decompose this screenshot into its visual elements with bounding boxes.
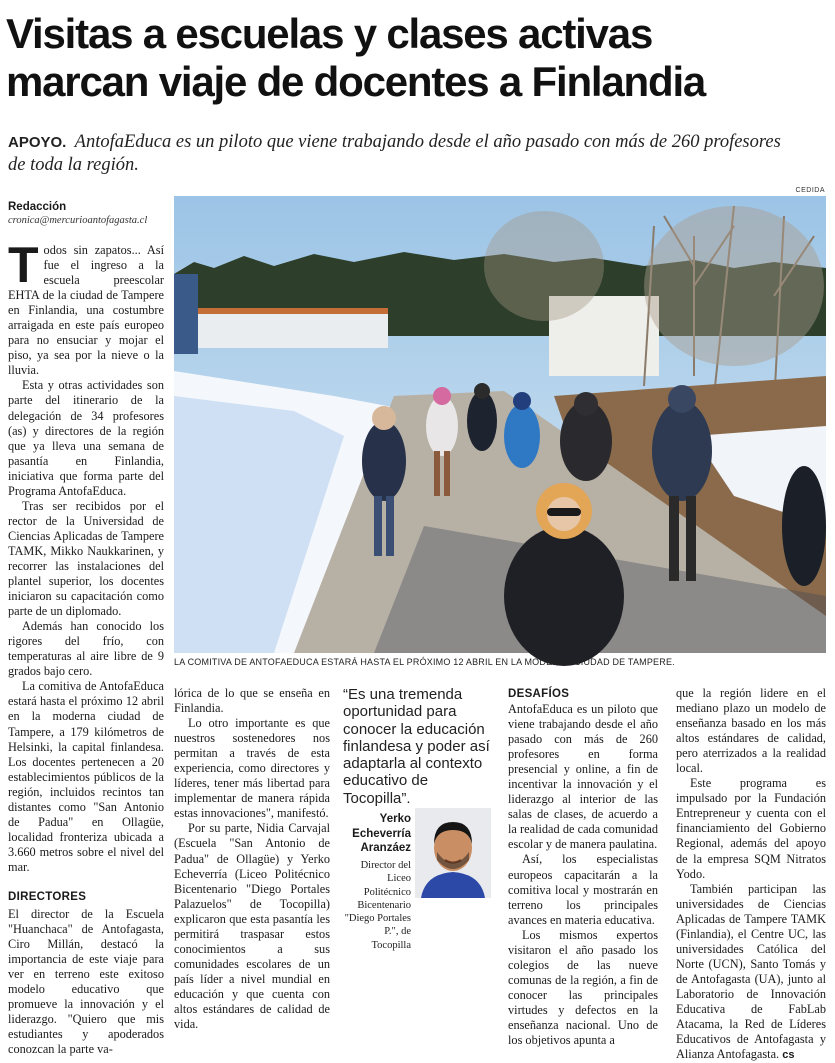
paragraph: Así, los especialistas europeos capacitarán a la comitiva local y mostrarán en terreno los principales avances en materia educativa. [508, 852, 658, 927]
paragraph: Tras ser recibidos por el rector de la Universidad de Ciencias Aplicadas de Tampere TAMK, Mikko Naukkarinen, y recorrer las instalaciones del plantel superior, los docentes iniciaron su capacitación como parte de un diplomado. [8, 498, 164, 619]
section-heading-directores: DIRECTORES [8, 891, 87, 903]
headline-line-2: marcan viaje de docentes a Finlandia [6, 58, 706, 105]
photo-credit: CEDIDA [795, 187, 825, 194]
paragraph: AntofaEduca es un piloto que viene trabajando desde el año pasado con más de 260 profesores en forma presencial y online, a fin de incentivar la innovación y el liderazgo al interior de las salas de clases, de acuerdo a la realidad de cada comunidad escolar y de manera paulatina. [508, 702, 658, 852]
paragraph: Los mismos expertos visitaron el año pasado los colegios de las nueve comunas de la región, a fin de conocer las principales virtudes y defectos en la enseñanza nacional. Uno de los objetivos apunta a [508, 927, 658, 1048]
quote-author-portrait [415, 808, 491, 898]
paragraph [8, 237, 164, 378]
end-mark: cs [782, 1049, 795, 1062]
quote-author-role: Director del Liceo Politécnico Bicentenario "Diego Portales P.", de Tocopilla [344, 860, 411, 951]
byline-author: Redacción [8, 201, 67, 213]
paragraph: Lo otro importante es que nuestros sostenedores nos permitan a través de esta experiencia, como directores y líderes, tener más libertad para implementar de manera rápida estas innovaciones", manifestó. [174, 716, 330, 821]
article-photo [174, 196, 826, 653]
photo-caption: LA COMITIVA DE ANTOFAEDUCA ESTARÁ HASTA EL PRÓXIMO 12 ABRIL EN LA MODERNA CIUDAD DE TAMPERE. [174, 657, 675, 667]
byline-email[interactable]: cronica@mercurioantofagasta.cl [8, 215, 148, 226]
paragraph [676, 882, 826, 1063]
paragraph: La comitiva de AntofaEduca estará hasta el próximo 12 abril en la moderna ciudad de Tampere, a 179 kilómetros de Helsinki, la capital finlandesa. Los docentes pertenecen a 20 establecimientos públicos de la región, incluidos recintos tan distantes como "San Antonio de Padua" en Ollagüe, localidad fronteriza ubicada a 3.660 metros sobre el nivel del mar. [8, 679, 164, 874]
paragraph: Por su parte, Nidia Carvajal (Escuela "San Antonio de Padua" de Ollagüe) y Yerko Echeverría (Liceo Politécnico Bicentenario "Diego Portales Palazuelos" de Tocopilla) explicaron que esta pasantía les permitirá traspasar estos conocimientos a sus comunidades escolares de un país líder a nivel mundial en educación y que cuenta con altos estándares de calidad de vida. [174, 821, 330, 1032]
body-column-2 [174, 686, 330, 1046]
portrait-illustration [415, 808, 491, 898]
headline-line-1: Visitas a escuelas y clases activas [6, 10, 653, 57]
drop-cap: T [8, 237, 39, 293]
paragraph: Esta y otras actividades son parte del itinerario de la delegación de 34 profesores (as) y directores de la región que ya lleva una semana de pasantía en Finlandia, iniciativa que forma parte del Programa AntofaEduca. [8, 378, 164, 498]
deck-kicker: APOYO. [8, 134, 67, 151]
photo-illustration [174, 196, 826, 653]
paragraph-text: También participan las universidades de Ciencias Aplicadas de Tampere TAMK (Finlandia), el Centre UC, las universidades Católica del Norte (UCN), Santo Tomás y de Antofagasta (UA), junto al Laboratorio de Innovación Educativa de FabLab Atacama, la Red de Líderes Educativos de Antofagasta y Alianza Antofagasta. [676, 881, 826, 1062]
byline [8, 200, 168, 228]
paragraph: Este programa es impulsado por la Fundación Entrepreneur y cuenta con el financiamiento del Gobierno Regional, además del apoyo de la empresa SQM Nitratos Yodo. [676, 776, 826, 881]
body-column-1-directores [8, 889, 164, 1057]
headline [6, 10, 826, 106]
body-column-4 [508, 686, 658, 1046]
section-heading-desafios: DESAFÍOS [508, 688, 570, 700]
paragraph: lórica de lo que se enseña en Finlandia. [174, 686, 330, 716]
deck [8, 131, 798, 177]
paragraph-text: odos sin zapatos... Así fue el ingreso a la escuela preescolar EHTA de la ciudad de Tampere en Finlandia, una costumbre arraigada en este país europeo para no ensuciar y mojar el piso, ya sea por la nieve o la lluvia. [8, 243, 164, 378]
quote-author-name: Yerko Echeverría Aranzáez [352, 813, 411, 854]
body-column-5 [676, 686, 826, 1062]
body-column-1 [8, 237, 164, 874]
paragraph: Además han conocido los rigores del frío, con temperaturas al aire libre de 9 grados bajo cero. [8, 619, 164, 679]
paragraph: El director de la Escuela "Huanchaca" de Antofagasta, Ciro Millán, destacó la importancia de este viaje para ver en terreno este exitoso modelo educativo que promueve la innovación y el liderazgo. "Quiero que mis estudiantes y apoderados conozcan la parte va- [8, 907, 164, 1057]
paragraph: que la región lidere en el mediano plazo un modelo de enseñanza basado en los más altos estándares de calidad, pero aterrizados a la realidad local. [676, 686, 826, 776]
pull-quote: “Es una tremenda oportunidad para conocer la educación finlandesa y poder así adaptarla al contexto educativo de Tocopilla”. [343, 686, 490, 807]
deck-text: AntofaEduca es un piloto que viene trabajando desde el año pasado con más de 260 profesores de toda la región. [8, 132, 781, 175]
